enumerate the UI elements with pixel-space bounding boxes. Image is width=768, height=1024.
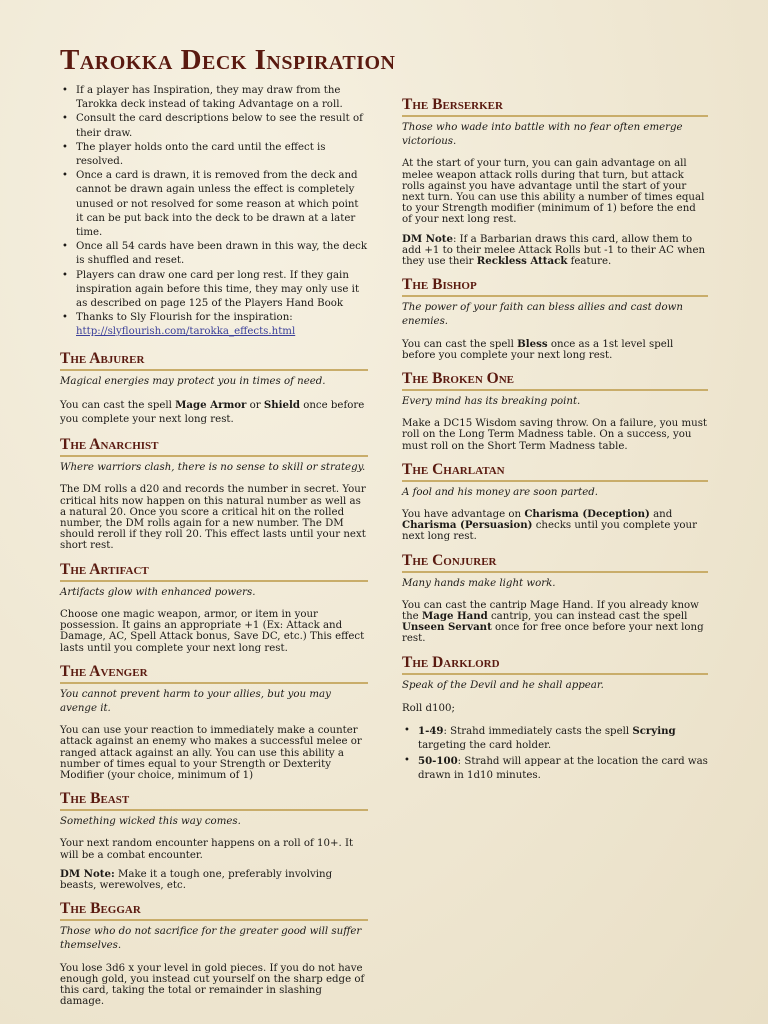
section-title: The Beggar	[60, 900, 368, 921]
intro-bullet: • The player holds onto the card until the effect is resolved.	[60, 141, 368, 169]
slyflourish-link[interactable]: http://slyflourish.com/tarokka_effects.html	[76, 326, 296, 338]
darklord-result-list	[402, 724, 708, 783]
list-item: • 1-49: Strahd immediately casts the spell Scrying targeting the card holder.	[402, 724, 708, 753]
page-title: Tarokka Deck Inspiration	[60, 44, 396, 76]
section-title: The Berserker	[402, 96, 708, 117]
section-charlatan	[402, 461, 708, 543]
dm-note: DM Note: If a Barbarian draws this card, allow them to add +1 to their melee Attack Rolls but -1 to their AC when they use their Reckless Attack feature.	[402, 232, 706, 268]
section-body: You can cast the spell Bless once as a 1st level spell before you complete your next long rest.	[402, 337, 674, 361]
intro-bullet-thanks	[60, 311, 368, 339]
list-item: • 50-100: Strahd will appear at the location the card was drawn in 1d10 minutes.	[402, 754, 708, 783]
section-body: You have advantage on Charisma (Deception) and Charisma (Persuasion) checks until you complete your next long rest.	[402, 508, 697, 543]
section-avenger	[60, 663, 368, 781]
intro-bullet: • Once a card is drawn, it is removed from the deck and cannot be drawn again unless the effect is completely unused or not resolved for some reason at which point it can be put back into the deck to be drawn at a later time.	[60, 169, 368, 240]
section-abjurer	[60, 350, 368, 428]
section-berserker	[402, 96, 708, 267]
section-broken-one	[402, 370, 708, 452]
flavor-text: Something wicked this way comes.	[60, 816, 241, 828]
section-body: You can use your reaction to immediately make a counter attack against an enemy who makes a successful melee or ranged attack against an ally. You can use this ability a number of times equal to your Strength or Dexterity Modifier (your choice, minimum of 1)	[60, 725, 362, 781]
section-body: Make a DC15 Wisdom saving throw. On a failure, you must roll on the Long Term Madness table. On a success, you must roll on the Short Term Madness table.	[402, 418, 708, 452]
section-artifact	[60, 561, 368, 654]
flavor-text: Those who wade into battle with no fear often emerge victorious.	[402, 122, 683, 148]
section-title: The Bishop	[402, 276, 708, 297]
section-body: The DM rolls a d20 and records the number in secret. Your critical hits now happen on this natural number as well as a natural 20. Once you score a critical hit on the rolled number, the DM rolls again for a new number. The DM should reroll if they roll 20. This effect lasts until your next short rest.	[60, 484, 366, 552]
section-anarchist	[60, 436, 368, 551]
section-body: Choose one magic weapon, armor, or item in your possession. It gains an appropriate +1 (Ex: Attack and Damage, AC, Spell Attack bonus, Save DC, etc.) This effect lasts until you complete your next long rest.	[60, 608, 365, 654]
section-darklord	[402, 654, 708, 783]
section-body: You can cast the spell Mage Armor or Shield once before you complete your next long rest.	[60, 398, 365, 426]
section-title: The Beast	[60, 790, 368, 811]
section-body: You can cast the cantrip Mage Hand. If you already know the Mage Hand cantrip, you can instead cast the spell Unseen Servant once for free once before your next long rest.	[402, 599, 704, 645]
section-conjurer	[402, 552, 708, 645]
section-title: The Charlatan	[402, 461, 708, 482]
section-title: The Abjurer	[60, 350, 368, 371]
flavor-text: A fool and his money are soon parted.	[402, 486, 599, 498]
flavor-text: Magical energies may protect you in times of need.	[60, 375, 326, 387]
intro-bullet-list	[60, 84, 368, 340]
dm-note: DM Note: Make it a tough one, preferably involving beasts, werewolves, etc.	[60, 867, 333, 891]
left-column	[60, 84, 368, 1016]
right-column	[402, 96, 708, 793]
section-body: Your next random encounter happens on a roll of 10+. It will be a combat encounter.	[60, 838, 354, 861]
section-body: At the start of your turn, you can gain advantage on all melee weapon attack rolls during that turn, but attack rolls against you have advantage until the start of your next turn. You can use this ability a number of times equal to your Strength modifier (minimum of 1) before the end of your next long rest.	[402, 158, 705, 226]
flavor-text: The power of your faith can bless allies and cast down enemies.	[402, 302, 683, 328]
thanks-text: Thanks to Sly Flourish for the inspiration:	[76, 312, 293, 324]
flavor-text: Speak of the Devil and he shall appear.	[402, 679, 604, 691]
section-body: You lose 3d6 x your level in gold pieces. If you do not have enough gold, you instead cut yourself on the sharp edge of this card, taking the total or remainder in slashing damage.	[60, 962, 365, 1008]
intro-bullet: • If a player has Inspiration, they may draw from the Tarokka deck instead of taking Advantage on a roll.	[60, 84, 368, 112]
intro-bullet: • Players can draw one card per long rest. If they gain inspiration again before this time, they may only use it as described on page 125 of the Players Hand Book	[60, 269, 368, 312]
section-title: The Darklord	[402, 654, 708, 675]
intro-bullet: • Consult the card descriptions below to see the result of their draw.	[60, 112, 368, 140]
flavor-text: Many hands make light work.	[402, 577, 556, 589]
section-title: The Anarchist	[60, 436, 368, 457]
section-title: The Conjurer	[402, 552, 708, 573]
section-title: The Broken One	[402, 370, 708, 391]
flavor-text: You cannot prevent harm to your allies, but you may avenge it.	[60, 688, 331, 714]
flavor-text: Where warriors clash, there is no sense to skill or strategy.	[60, 462, 366, 474]
intro-bullet: • Once all 54 cards have been drawn in this way, the deck is shuffled and reset.	[60, 240, 368, 268]
section-beast	[60, 790, 368, 891]
roll-instruction: Roll d100;	[402, 702, 455, 714]
flavor-text: Those who do not sacrifice for the greater good will suffer themselves.	[60, 926, 362, 952]
flavor-text: Artifacts glow with enhanced powers.	[60, 586, 256, 598]
section-title: The Avenger	[60, 663, 368, 684]
section-bishop	[402, 276, 708, 361]
flavor-text: Every mind has its breaking point.	[402, 396, 581, 408]
section-beggar	[60, 900, 368, 1007]
section-title: The Artifact	[60, 561, 368, 582]
